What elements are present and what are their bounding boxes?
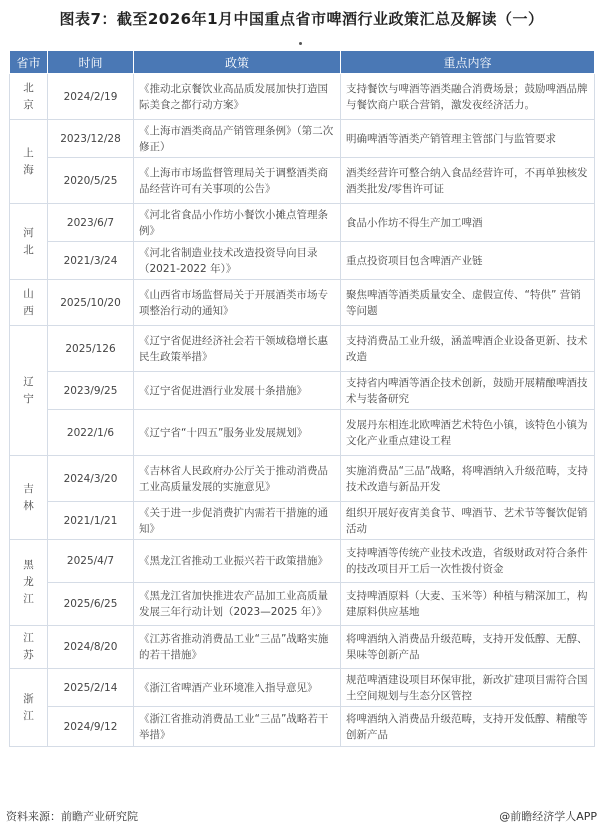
date-cell: 2024/3/20 — [48, 456, 134, 502]
table-row — [10, 280, 595, 326]
table-row — [10, 242, 595, 280]
brand-credit: @前瞻经济学人APP — [499, 810, 597, 823]
source-note: 资料来源：前瞻产业研究院 — [6, 810, 138, 823]
date-cell: 2020/5/25 — [48, 158, 134, 204]
header-key-content: 重点内容 — [341, 51, 595, 74]
date-cell: 2022/1/6 — [48, 410, 134, 456]
table-row — [10, 372, 595, 410]
key-content-cell: 食品小作坊不得生产加工啤酒 — [341, 204, 595, 242]
province-cell — [10, 669, 48, 747]
date-cell: 2025/126 — [48, 326, 134, 372]
policy-cell: 《河北省制造业技术改造投资导向目录（2021-2022 年）》 — [134, 242, 341, 280]
policy-cell: 《山西省市场监督局关于开展酒类市场专项整治行动的通知》 — [134, 280, 341, 326]
province-cell — [10, 74, 48, 120]
province-label: 河北 — [23, 226, 34, 256]
table-row — [10, 583, 595, 626]
key-content-cell: 发展丹东相连北欧啤酒艺术特色小镇，该特色小镇为文化产业重点建设工程 — [341, 410, 595, 456]
date-cell: 2024/2/19 — [48, 74, 134, 120]
key-content-cell: 支持消费品工业升级，涵盖啤酒企业设备更新、技术改造 — [341, 326, 595, 372]
table-row — [10, 74, 595, 120]
policy-cell: 《浙江省啤酒产业环境准入指导意见》 — [134, 669, 341, 707]
policy-cell: 《吉林省人民政府办公厅关于推动消费品工业高质量发展的实施意见》 — [134, 456, 341, 502]
province-cell — [10, 626, 48, 669]
policy-cell: 《关于进一步促消费扩内需若干措施的通知》 — [134, 502, 341, 540]
policy-cell: 《上海市市场监督管理局关于调整酒类商品经营许可有关事项的公告》 — [134, 158, 341, 204]
table-row — [10, 707, 595, 747]
policy-cell: 《上海市酒类商品产销管理条例》（第二次修正） — [134, 120, 341, 158]
province-cell — [10, 280, 48, 326]
date-cell: 2024/9/12 — [48, 707, 134, 747]
date-cell: 2023/9/25 — [48, 372, 134, 410]
policy-cell: 《辽宁省促进酒行业发展十条措施》 — [134, 372, 341, 410]
table-header-row — [10, 51, 595, 74]
province-label: 黑龙江 — [23, 559, 34, 605]
date-cell: 2025/10/20 — [48, 280, 134, 326]
province-label: 北京 — [23, 81, 34, 111]
province-label: 江苏 — [23, 632, 34, 661]
date-cell: 2021/1/21 — [48, 502, 134, 540]
province-cell — [10, 456, 48, 540]
header-date: 时间 — [48, 51, 134, 74]
table-row — [10, 456, 595, 502]
key-content-cell: 支持餐饮与啤酒等酒类融合消费场景；鼓励啤酒品牌与餐饮商户联合营销，激发夜经济活力。 — [341, 74, 595, 120]
policy-cell: 《河北省食品小作坊小餐饮小摊点管理条例》 — [134, 204, 341, 242]
province-cell — [10, 120, 48, 204]
province-label: 吉林 — [23, 482, 34, 512]
table-row — [10, 326, 595, 372]
policy-cell: 《辽宁省促进经济社会若干领域稳增长惠民生政策举措》 — [134, 326, 341, 372]
policy-cell: 《推动北京餐饮业高品质发展加快打造国际美食之都行动方案》 — [134, 74, 341, 120]
date-cell: 2023/6/7 — [48, 204, 134, 242]
province-cell — [10, 540, 48, 626]
key-content-cell: 重点投资项目包含啤酒产业链 — [341, 242, 595, 280]
table-row — [10, 204, 595, 242]
date-cell: 2023/12/28 — [48, 120, 134, 158]
key-content-cell: 规范啤酒建设项目环保审批，新改扩建项目需符合国土空间规划与生态分区管控 — [341, 669, 595, 707]
table-row — [10, 626, 595, 669]
key-content-cell: 酒类经营许可整合纳入食品经营许可，不再单独核发酒类批发/零售许可证 — [341, 158, 595, 204]
policy-cell: 《黑龙江省推动工业振兴若干政策措施》 — [134, 540, 341, 583]
date-cell: 2021/3/24 — [48, 242, 134, 280]
key-content-cell: 支持省内啤酒等酒企技术创新，鼓励开展精酿啤酒技术与装备研究 — [341, 372, 595, 410]
key-content-cell: 明确啤酒等酒类产销管理主管部门与监管要求 — [341, 120, 595, 158]
date-cell: 2024/8/20 — [48, 626, 134, 669]
header-province: 省市 — [10, 51, 48, 74]
policy-cell: 《浙江省推动消费品工业“三品”战略若干举措》 — [134, 707, 341, 747]
province-label: 辽宁 — [23, 375, 34, 405]
province-cell — [10, 204, 48, 280]
policy-cell: 《辽宁省“十四五”服务业发展规划》 — [134, 410, 341, 456]
province-label: 浙江 — [23, 692, 34, 722]
date-cell: 2025/2/14 — [48, 669, 134, 707]
province-label: 上海 — [23, 146, 34, 176]
key-content-cell: 支持啤酒原料（大麦、玉米等）种植与精深加工，构建原料供应基地 — [341, 583, 595, 626]
key-content-cell: 聚焦啤酒等酒类质量安全、虚假宣传、“特供” 营销等问题 — [341, 280, 595, 326]
chart-title: 图表7：截至2026年1月中国重点省市啤酒行业政策汇总及解读（一） — [59, 10, 544, 28]
date-cell: 2025/6/25 — [48, 583, 134, 626]
key-content-cell: 组织开展好夜宵美食节、啤酒节、艺术节等餐饮促销活动 — [341, 502, 595, 540]
province-cell — [10, 326, 48, 456]
key-content-cell: 将啤酒纳入消费品升级范畴，支持开发低醇、无醇、果味等创新产品 — [341, 626, 595, 669]
policy-cell: 《黑龙江省加快推进农产品加工业高质量发展三年行动计划（2023—2025 年）》 — [134, 583, 341, 626]
date-cell: 2025/4/7 — [48, 540, 134, 583]
table-row — [10, 158, 595, 204]
header-policy: 政策 — [134, 51, 341, 74]
table-body — [10, 74, 595, 747]
policy-table — [9, 50, 595, 747]
province-label: 山西 — [23, 287, 34, 317]
decorative-dot — [299, 42, 302, 45]
table-row — [10, 540, 595, 583]
table-row — [10, 502, 595, 540]
table-row — [10, 669, 595, 707]
key-content-cell: 将啤酒纳入消费品升级范畴，支持开发低醇、精酿等创新产品 — [341, 707, 595, 747]
table-row — [10, 120, 595, 158]
key-content-cell: 支持啤酒等传统产业技术改造，省级财政对符合条件的技改项目开工后一次性拨付资金 — [341, 540, 595, 583]
key-content-cell: 实施消费品“三品”战略，将啤酒纳入升级范畴，支持技术改造与新品开发 — [341, 456, 595, 502]
table-row — [10, 410, 595, 456]
policy-cell: 《江苏省推动消费品工业“三品”战略实施的若干措施》 — [134, 626, 341, 669]
